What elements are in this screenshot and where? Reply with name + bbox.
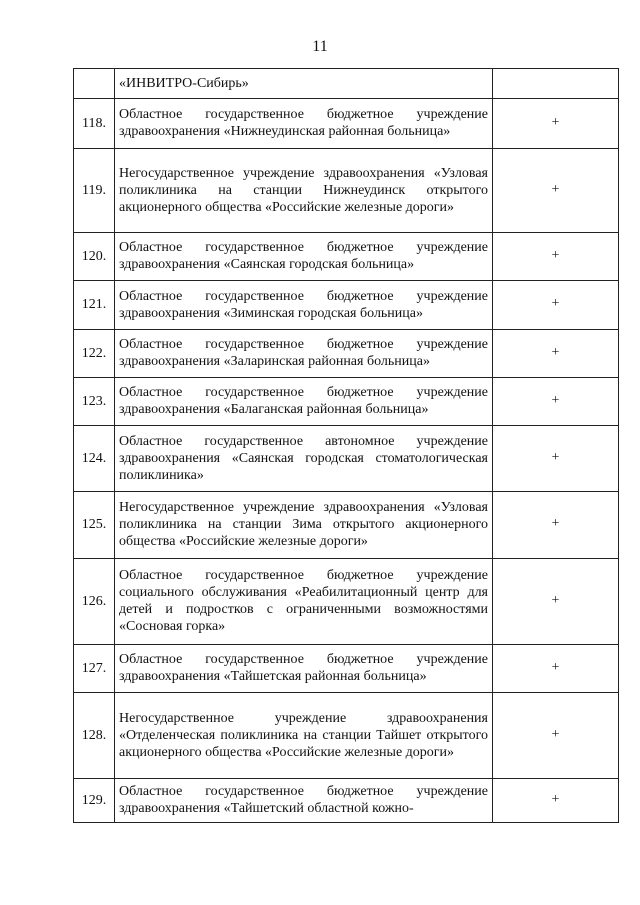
inclusion-mark: + bbox=[493, 281, 619, 330]
table-row bbox=[74, 378, 619, 426]
institution-name: Областное государственное бюджетное учреждение здравоохранения «Балаганская районная больница» bbox=[115, 378, 493, 426]
institution-name: Областное государственное бюджетное учреждение здравоохранения «Саянская городская больница» bbox=[115, 233, 493, 281]
row-number: 128. bbox=[74, 693, 115, 779]
row-number: 129. bbox=[74, 779, 115, 823]
row-number bbox=[74, 69, 115, 99]
row-number: 126. bbox=[74, 559, 115, 645]
row-number: 122. bbox=[74, 330, 115, 378]
inclusion-mark: + bbox=[493, 330, 619, 378]
row-number: 127. bbox=[74, 645, 115, 693]
table-body bbox=[74, 69, 619, 823]
institution-name: Областное государственное бюджетное учреждение социального обслуживания «Реабилитационный центр для детей и подростков с ограниченными возможностями «Сосновая горка» bbox=[115, 559, 493, 645]
inclusion-mark: + bbox=[493, 426, 619, 492]
inclusion-mark: + bbox=[493, 779, 619, 823]
table-row bbox=[74, 645, 619, 693]
inclusion-mark: + bbox=[493, 492, 619, 559]
table-row bbox=[74, 330, 619, 378]
row-number: 118. bbox=[74, 99, 115, 149]
inclusion-mark: + bbox=[493, 378, 619, 426]
table-row bbox=[74, 559, 619, 645]
institution-name: Негосударственное учреждение здравоохранения «Отделенческая поликлиника на станции Тайшет открытого акционерного общества «Российские железные дороги» bbox=[115, 693, 493, 779]
row-number: 119. bbox=[74, 149, 115, 233]
row-number: 125. bbox=[74, 492, 115, 559]
row-number: 120. bbox=[74, 233, 115, 281]
row-number: 121. bbox=[74, 281, 115, 330]
inclusion-mark: + bbox=[493, 693, 619, 779]
table-row bbox=[74, 149, 619, 233]
table-row bbox=[74, 281, 619, 330]
inclusion-mark: + bbox=[493, 233, 619, 281]
table-row bbox=[74, 779, 619, 823]
page-number: 11 bbox=[312, 38, 328, 55]
institution-name: Негосударственное учреждение здравоохранения «Узловая поликлиника на станции Нижнеудинск открытого акционерного общества «Российские железные дороги» bbox=[115, 149, 493, 233]
table-row bbox=[74, 233, 619, 281]
table-row bbox=[74, 693, 619, 779]
institution-name: Областное государственное бюджетное учреждение здравоохранения «Тайшетский областной кожно- bbox=[115, 779, 493, 823]
table-row bbox=[74, 69, 619, 99]
institution-name: «ИНВИТРО-Сибирь» bbox=[115, 69, 493, 99]
table-row bbox=[74, 426, 619, 492]
institutions-table bbox=[73, 68, 619, 823]
institution-name: Негосударственное учреждение здравоохранения «Узловая поликлиника на станции Зима открытого акционерного общества «Российские железные дороги» bbox=[115, 492, 493, 559]
institution-name: Областное государственное бюджетное учреждение здравоохранения «Зиминская городская больница» bbox=[115, 281, 493, 330]
institution-name: Областное государственное бюджетное учреждение здравоохранения «Заларинская районная больница» bbox=[115, 330, 493, 378]
inclusion-mark: + bbox=[493, 559, 619, 645]
institution-name: Областное государственное бюджетное учреждение здравоохранения «Тайшетская районная больница» bbox=[115, 645, 493, 693]
inclusion-mark: + bbox=[493, 645, 619, 693]
inclusion-mark: + bbox=[493, 99, 619, 149]
inclusion-mark bbox=[493, 69, 619, 99]
row-number: 124. bbox=[74, 426, 115, 492]
inclusion-mark: + bbox=[493, 149, 619, 233]
table-row bbox=[74, 492, 619, 559]
row-number: 123. bbox=[74, 378, 115, 426]
institution-name: Областное государственное автономное учреждение здравоохранения «Саянская городская стоматологическая поликлиника» bbox=[115, 426, 493, 492]
institution-name: Областное государственное бюджетное учреждение здравоохранения «Нижнеудинская районная больница» bbox=[115, 99, 493, 149]
table-row bbox=[74, 99, 619, 149]
